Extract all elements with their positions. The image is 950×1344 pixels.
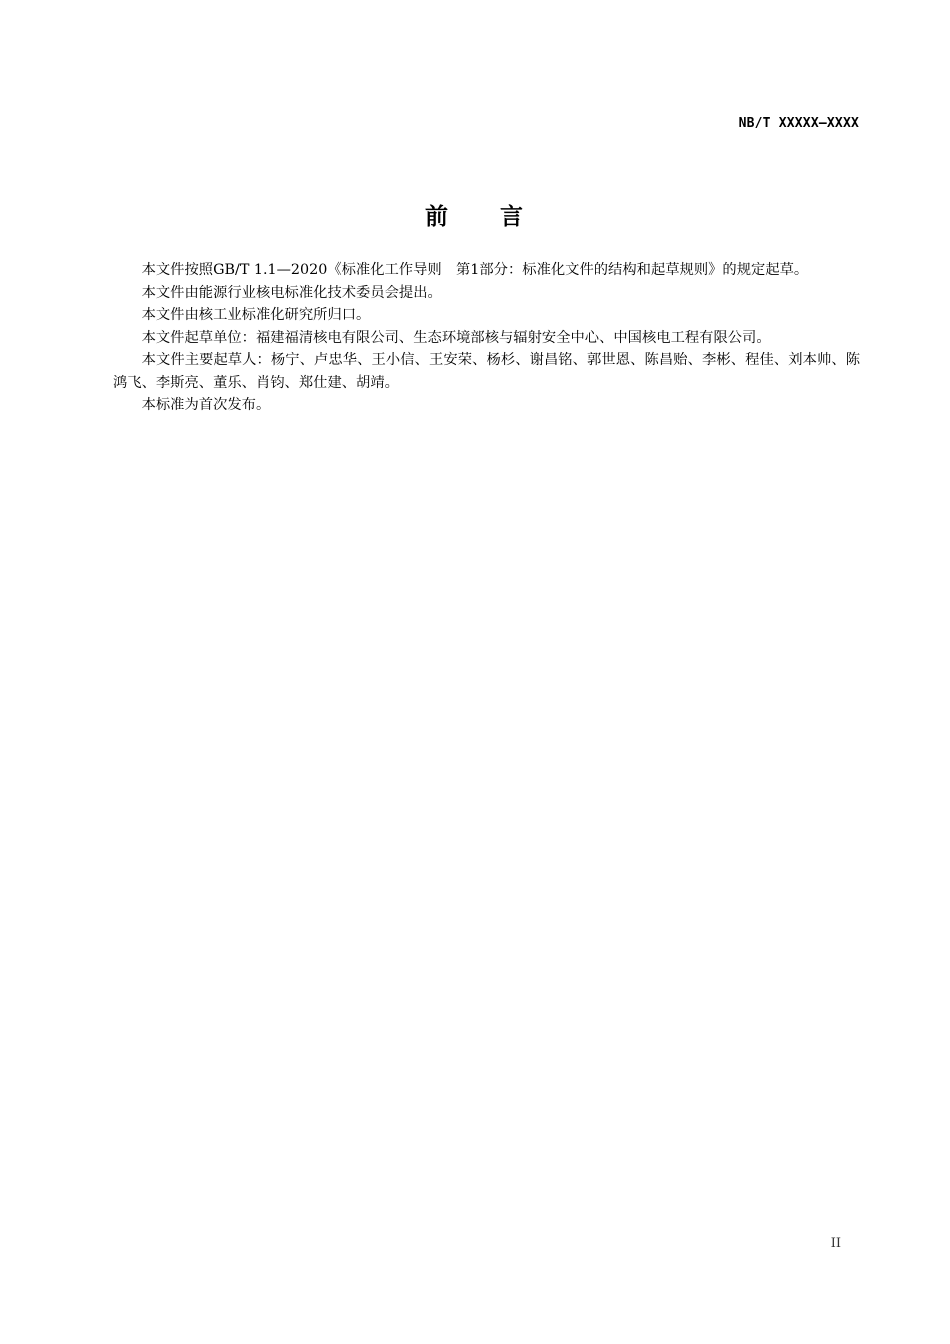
- paragraph-administrator: 本文件由核工业标准化研究所归口。: [141, 307, 371, 323]
- page-number: II: [830, 1236, 841, 1251]
- paragraph-drafting-basis: 本文件按照GB/T 1.1—2020《标准化工作导则 第1部分：标准化文件的结构和起草规则》的规定起草。: [141, 262, 809, 278]
- paragraph-main-drafters: 本文件主要起草人：杨宁、卢忠华、王小信、王安荣、杨杉、谢昌铭、郭世恩、陈昌贻、李彬、程佳、刘本帅、陈鸿飞、李斯亮、董乐、肖钧、郑仕建、胡靖。: [113, 352, 860, 391]
- foreword-body: [113, 259, 860, 417]
- paragraph-drafting-organizations: 本文件起草单位：福建福清核电有限公司、生态环境部核与辐射安全中心、中国核电工程有限公司。: [141, 329, 771, 346]
- standard-code-header: NB/T XXXXX—XXXX: [738, 116, 859, 131]
- paragraph-first-release: 本标准为首次发布。: [141, 397, 271, 413]
- paragraph-proposer: 本文件由能源行业核电标准化技术委员会提出。: [141, 284, 442, 301]
- page-title: 前 言: [425, 204, 525, 230]
